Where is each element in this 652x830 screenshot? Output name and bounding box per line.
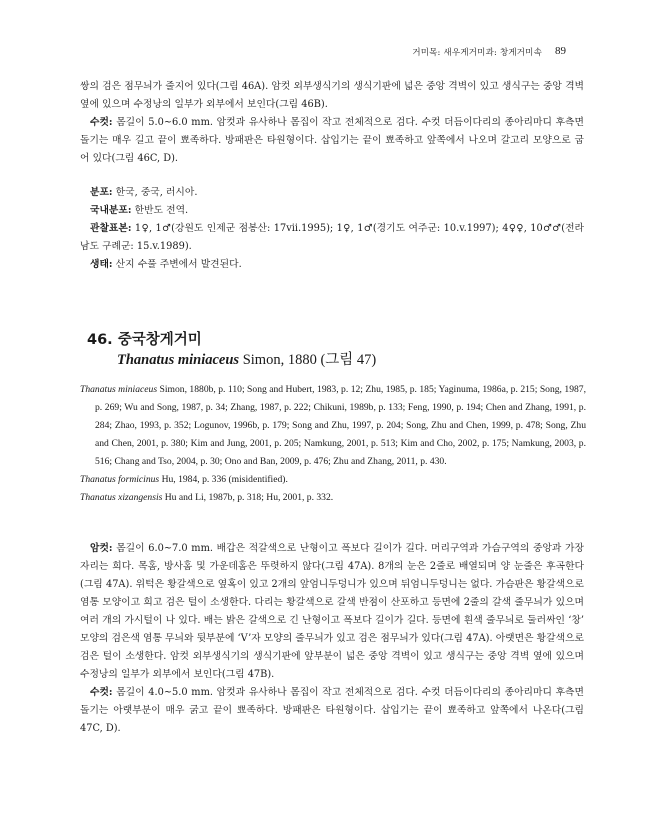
page-number: 89 — [555, 45, 566, 57]
synonym-references: Hu, 1984, p. 336 (misidentified). — [159, 474, 288, 485]
female-description-end: 쌍의 검은 점무늬가 줄지어 있다(그림 46A). 암컷 외부생식기의 생식기판에 넓은 중앙 격벽이 있고 생식구는 중앙 격벽 옆에 있으며 수정낭의 일부가 외부에서 보인다(그림 46B). — [80, 81, 584, 110]
specimens-text: 1♀, 1♂(강원도 인제군 점봉산: 17vii.1995); 1♀, 1♂(경기도 여주군: 10.v.1997); 4♀♀, 10♂♂(전라남도 구례군: 15.v.1989). — [80, 223, 584, 252]
synonym-entry — [80, 381, 586, 471]
synonym-name: Thanatus xizangensis — [80, 492, 163, 503]
specimens-label: 관찰표본: — [90, 223, 132, 234]
synonym-name: Thanatus miniaceus — [80, 384, 158, 395]
male-label: 수컷: — [90, 687, 113, 698]
male-text: 몸길이 5.0~6.0 mm. 암컷과 유사하나 몸집이 작고 전체적으로 검다. 수컷 더듬이다리의 종아리마디 후측면돌기는 매우 길고 끝이 뾰족하다. 방패판은 타원형이다. 삽입기는 끝이 뾰족하고 앞쪽에서 나오며 갈고리 모양으로 굽어 있다(그림 46C, D). — [80, 117, 584, 164]
male-description — [80, 684, 584, 738]
synonym-references: Simon, 1880b, p. 110; Song and Hubert, 1983, p. 12; Zhu, 1985, p. 185; Yaginuma, 1986a, p. 215; Song, 1987, p. 269; Wu and Song, 1987, p. 34; Zhang, 1987, p. 222; Chikuni, 1989b, p. 133; Feng, 1990, p. 194; Chen and Zhang, 1991, p. 284; Zhao, 1993, p. 352; Logunov, 1996b, p. 179; Song and Zhu, 1997, p. 204; Song, Zhu and Chen, 1999, p. 478; Song, Zhu and Chen, 2001, p. 380; Kim and Jung, 2001, p. 205; Namkung, 2001, p. 513; Kim and Cho, 2002, p. 175; Namkung, 2003, p. 516; Chang and Tso, 2004, p. 30; Ono and Ban, 2009, p. 476; Zhu and Zhang, 2011, p. 430. — [95, 384, 586, 467]
korea-distribution-label: 국내분포: — [90, 205, 132, 216]
male-text: 몸길이 4.0~5.0 mm. 암컷과 유사하나 몸집이 작고 전체적으로 검다. 수컷 더듬이다리의 종아리마디 후측면돌기는 아랫부분이 매우 굵고 끝이 뾰족하다. 방패판은 타원형이다. 삽입기는 끝이 뾰족하고 앞쪽에서 나온다(그림 47C, D). — [80, 687, 584, 734]
running-head: 거미목: 새우게거미과: 창게거미속 — [412, 48, 542, 58]
synonym-entry — [80, 471, 586, 489]
species-subheading — [117, 348, 376, 369]
distribution-label: 분포: — [90, 187, 113, 198]
synonymy-list — [80, 381, 586, 507]
female-text: 몸길이 6.0~7.0 mm. 배갑은 적갈색으로 난형이고 폭보다 길이가 길다. 머리구역과 가슴구역의 중앙과 가장자리는 희다. 목홈, 방사홈 및 가운데홈은 뚜렷하지 않다(그림 47A). 8개의 눈은 2줄로 배열되며 양 눈줄은 후곡한다(그림 47A). 위턱은 황갈색으로 옆혹이 있고 2개의 앞엄니두덩니가 있으며 뒤엄니두덩니는 없다. 가슴판은 황갈색으로 염통 모양이고 희고 검은 털이 소생한다. 다리는 황갈색으로 갈색 반점이 산포하고 등면에 2줄의 갈색 줄무늬가 있으며 여러 개의 가시털이 나 있다. 배는 밝은 갈색으로 긴 난형이고 폭보다 길이가 길다. 등면에 흰색 줄무늬로 둘러싸인 ‘창’ 모양의 검은색 염통 무늬와 뒷부분에 ‘V’자 모양의 줄무늬가 있고 검은 점무늬가 있다(그림 47A). 아랫면은 황갈색으로 검은 털이 소생한다. 암컷 외부생식기의 생식기판에 앞부분이 넓은 중앙 격벽이 있고 생식구는 중앙 격벽 옆에 있으며 수정낭의 일부가 외부에서 보인다(그림 47B). — [80, 543, 584, 680]
specimens-examined — [80, 220, 584, 256]
synonym-references: Hu and Li, 1987b, p. 318; Hu, 2001, p. 332. — [162, 492, 334, 503]
species-heading: 46. 중국창게거미 — [87, 332, 202, 348]
synonym-entry — [80, 489, 586, 507]
female-label: 암컷: — [90, 543, 113, 554]
top-text-block — [80, 78, 584, 274]
page-header — [0, 46, 652, 60]
ecology-label: 생태: — [90, 259, 113, 270]
synonym-name: Thanatus formicinus — [80, 474, 160, 485]
ecology-text: 산지 수풀 주변에서 발견된다. — [112, 259, 242, 270]
scientific-name: Thanatus miniaceus — [117, 352, 240, 368]
korea-distribution-text: 한반도 전역. — [131, 205, 189, 216]
author-figure: Simon, 1880 (그림 47) — [239, 352, 377, 368]
korea-distribution — [80, 202, 584, 220]
distribution — [80, 184, 584, 202]
distribution-text: 한국, 중국, 러시아. — [112, 187, 198, 198]
ecology — [80, 256, 584, 274]
bottom-text-block — [80, 540, 584, 738]
female-description — [80, 540, 584, 684]
male-description — [80, 114, 584, 168]
male-label: 수컷: — [90, 117, 113, 128]
